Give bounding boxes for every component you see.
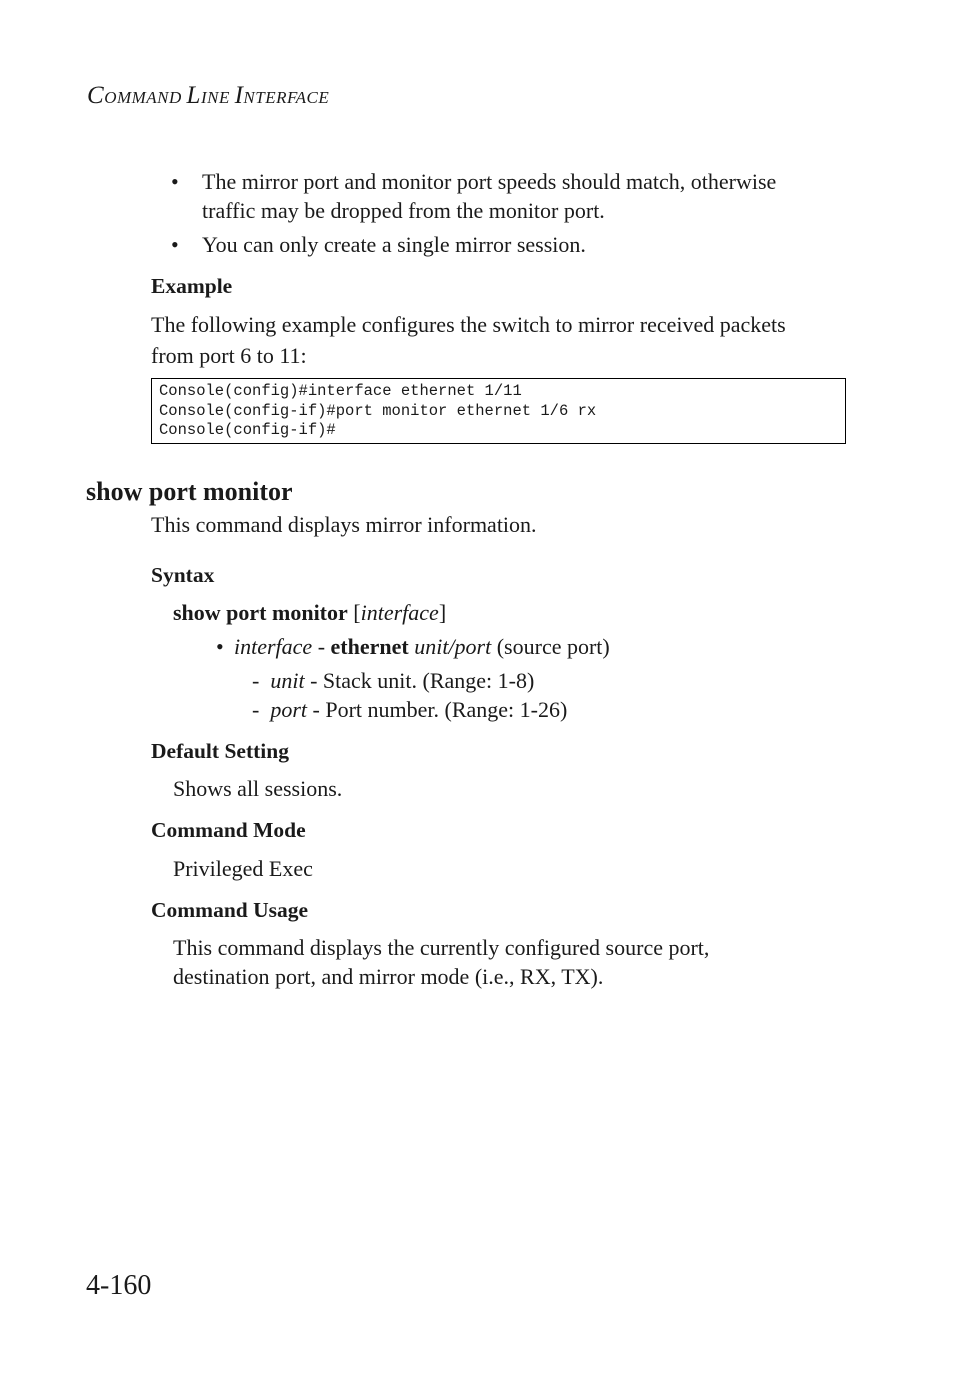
code-line: Console(config-if)# (159, 421, 336, 439)
code-line: Console(config-if)#port monitor ethernet 1/6 rx (159, 401, 597, 420)
bullet-icon: • (216, 634, 224, 659)
page-number: 4-160 (86, 1270, 152, 1301)
param-description: - Stack unit. (Range: 1-8) (304, 668, 535, 693)
default-setting-text: Shows all sessions. (173, 776, 343, 801)
dash: - (252, 668, 260, 693)
syntax-subitem (252, 666, 534, 695)
dash: - (252, 697, 260, 722)
bracket: [ (347, 600, 361, 625)
dash: - (312, 634, 331, 659)
section-title: show port monitor (86, 477, 293, 506)
header-letter: C (87, 82, 105, 109)
command-usage-heading: Command Usage (151, 898, 309, 922)
param-description: - Port number. (Range: 1-26) (307, 697, 568, 722)
bullet-item: You can only create a single mirror session. (202, 232, 586, 257)
command-usage-text (173, 933, 709, 991)
bullet-line: traffic may be dropped from the monitor port. (202, 198, 605, 223)
header-letter: I (234, 82, 244, 109)
usage-line: This command displays the currently configured source port, (173, 935, 710, 960)
running-header (87, 82, 329, 110)
header-letter: L (186, 82, 201, 109)
bullet-line: The mirror port and monitor port speeds should match, otherwise (202, 169, 777, 194)
syntax-subitem (252, 695, 567, 724)
usage-line: destination port, and mirror mode (i.e., RX, TX). (173, 964, 604, 989)
command-mode-heading: Command Mode (151, 818, 306, 842)
code-line: Console(config)#interface ethernet 1/11 (159, 382, 522, 400)
param-name: interface (234, 634, 313, 659)
example-description (151, 309, 786, 371)
header-text: OMMAND (104, 88, 187, 107)
bracket: ] (438, 600, 447, 625)
code-example (151, 378, 846, 444)
param-name: port (270, 697, 308, 722)
bullet-icon: • (171, 169, 179, 194)
command-mode-text: Privileged Exec (173, 856, 313, 881)
param-name: interface (360, 600, 439, 625)
example-line: The following example configures the switch to mirror received packets (151, 312, 786, 337)
param-name: unit (270, 668, 305, 693)
bullet-icon: • (171, 232, 179, 257)
syntax-command (173, 598, 446, 627)
syntax-param-item (234, 632, 610, 661)
param-unit-port: unit/port (408, 634, 492, 659)
section-description: This command displays mirror information. (151, 512, 537, 537)
syntax-heading: Syntax (151, 563, 215, 587)
bullet-item (202, 167, 776, 225)
param-description: (source port) (491, 634, 610, 659)
default-setting-heading: Default Setting (151, 739, 289, 763)
param-keyword: ethernet (330, 634, 409, 659)
header-text: NTERFACE (243, 88, 330, 107)
example-line: from port 6 to 11: (151, 343, 307, 368)
header-text: INE (200, 88, 235, 107)
example-heading: Example (151, 274, 233, 298)
command-keyword: show port monitor (173, 600, 348, 625)
